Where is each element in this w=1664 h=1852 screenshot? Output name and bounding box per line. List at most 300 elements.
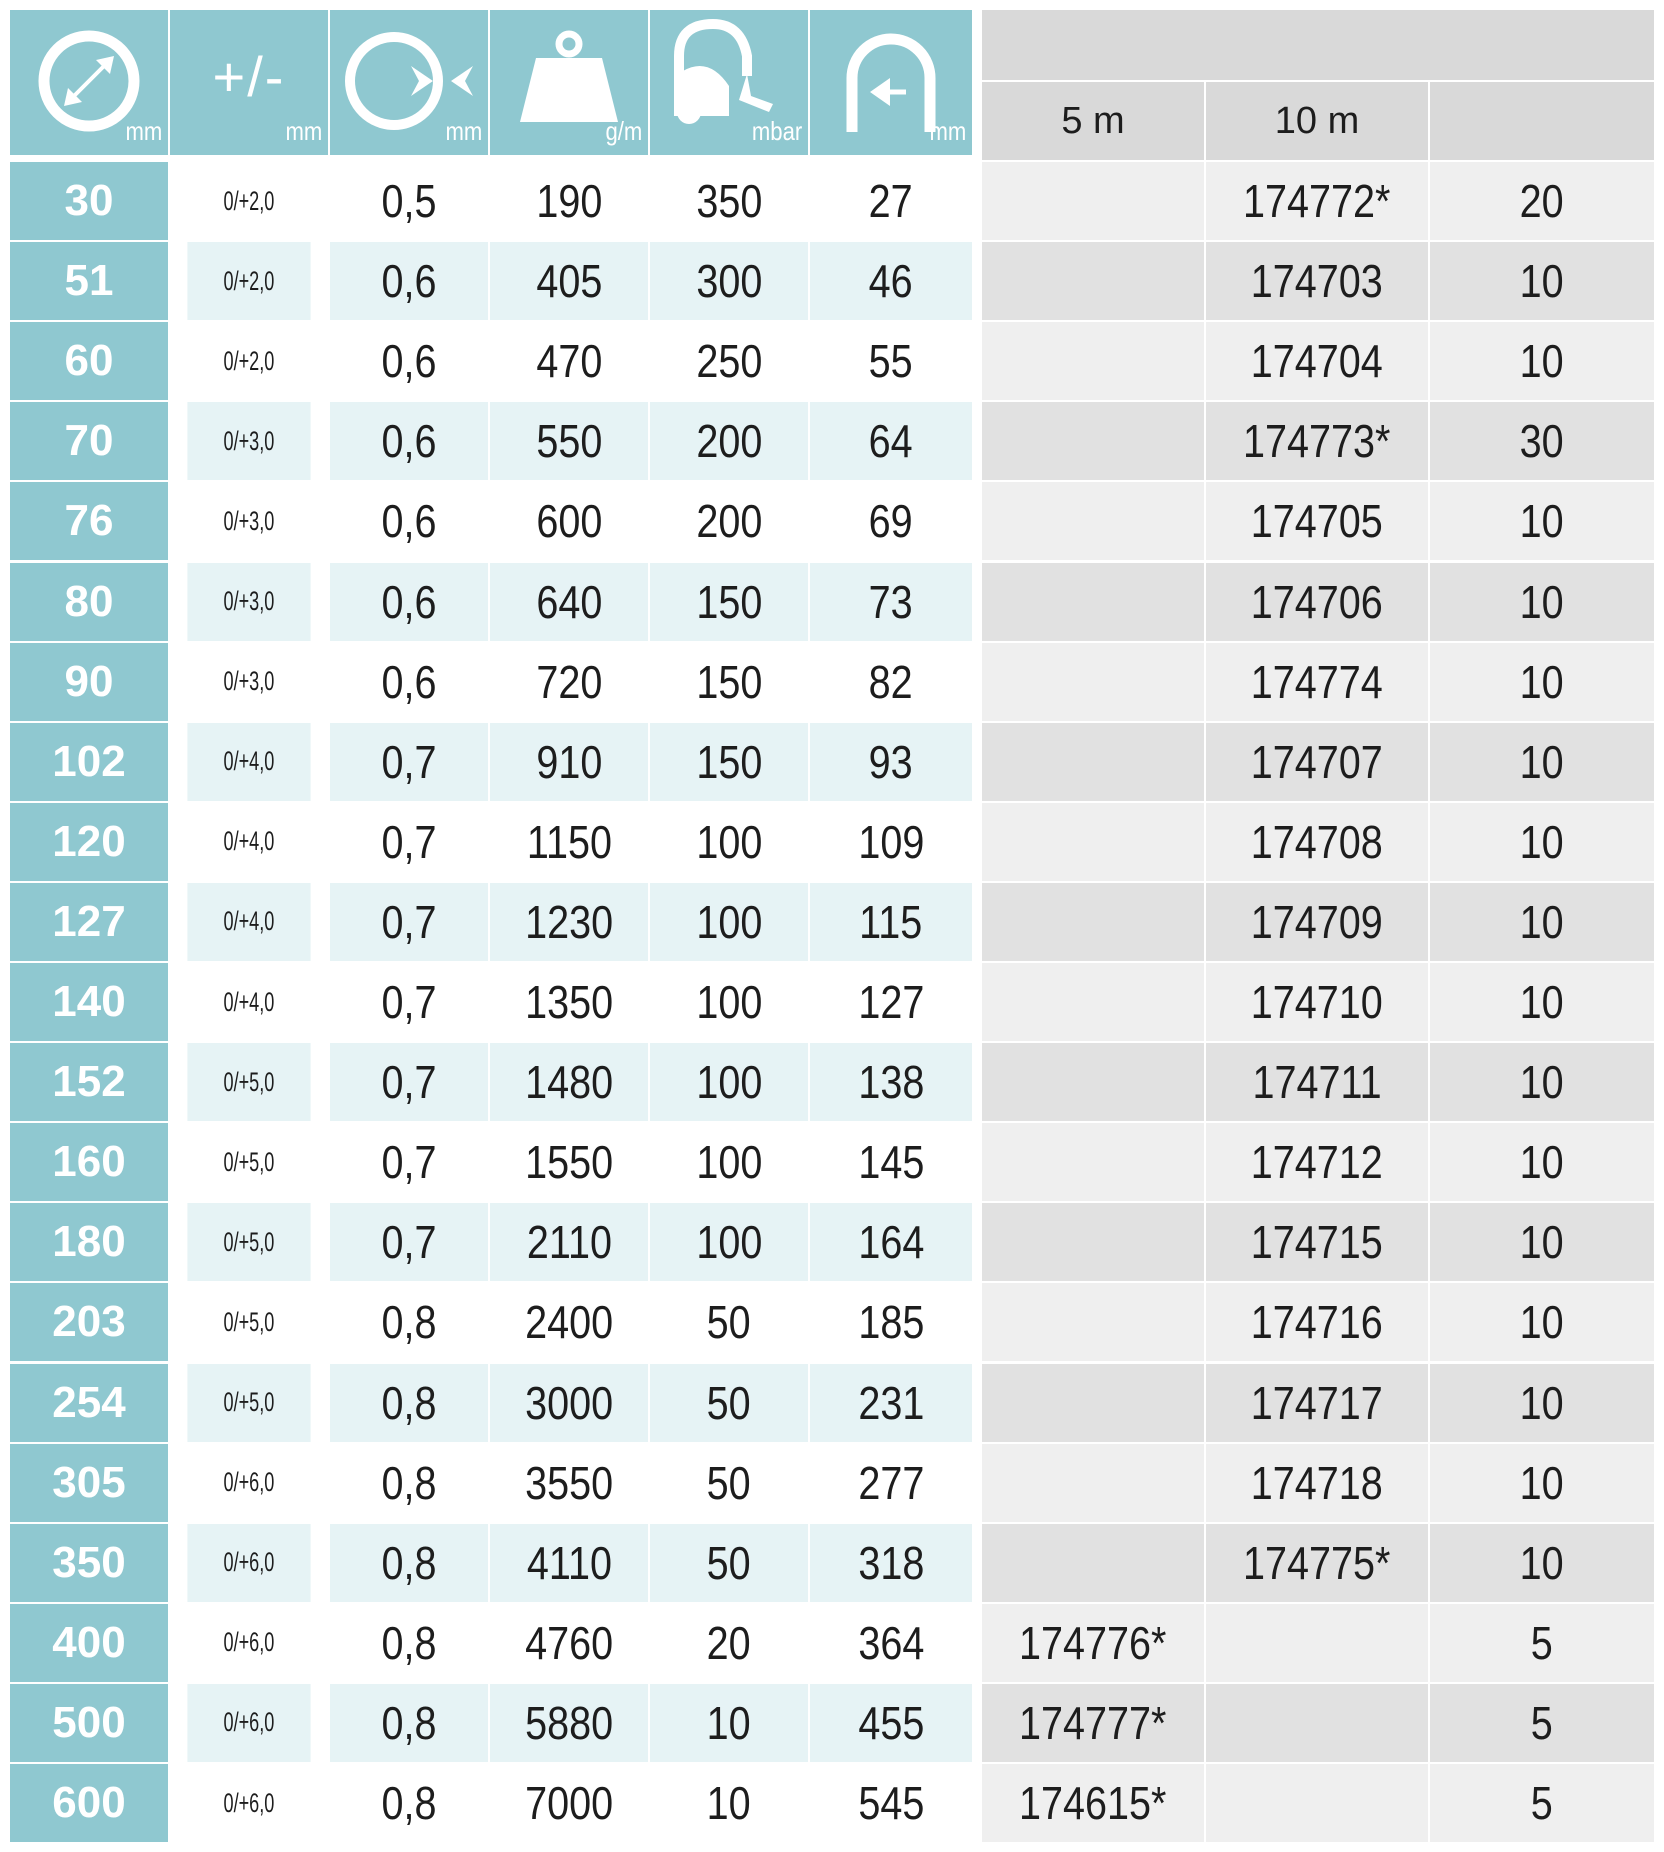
wall-thickness-cell-value: 0,8 (381, 1456, 437, 1509)
vacuum-cell (650, 1043, 808, 1121)
diameter-cell (10, 1684, 168, 1762)
quantity-cell-value: 10 (1519, 735, 1564, 788)
weight-cell (490, 162, 648, 240)
quantity-cell-value: 10 (1519, 1296, 1564, 1349)
diameter-cell (10, 162, 168, 240)
header-wall-thickness (330, 10, 488, 155)
bend-radius-cell (810, 482, 972, 560)
quantity-cell-value: 30 (1519, 415, 1564, 468)
weight-cell (490, 643, 648, 721)
quantity-cell-value: 10 (1519, 1056, 1564, 1109)
unit-label: g/m (605, 116, 642, 146)
bend-radius-cell (810, 883, 972, 961)
wall-thickness-cell (330, 1203, 488, 1281)
quantity-cell (1430, 242, 1654, 320)
vacuum-cell-value: 50 (706, 1536, 751, 1589)
bend-radius-cell (810, 1604, 972, 1682)
tolerance-cell-value: 0/+2,0 (223, 345, 275, 376)
weight-cell (490, 803, 648, 881)
diameter-cell-value: 254 (52, 1377, 126, 1427)
diameter-cell (10, 803, 168, 881)
article-5m-cell (982, 1524, 1204, 1602)
wall-thickness-cell (330, 322, 488, 400)
tolerance-cell (187, 1604, 310, 1682)
article-10m-cell-value: 174710 (1250, 976, 1384, 1028)
vacuum-icon (669, 16, 789, 126)
wall-thickness-cell (330, 643, 488, 721)
vacuum-cell (650, 1524, 808, 1602)
tolerance-cell (187, 1364, 310, 1442)
bend-radius-cell (810, 1764, 972, 1842)
tolerance-cell (187, 563, 310, 641)
header-weight (490, 10, 648, 155)
quantity-cell (1430, 1364, 1654, 1442)
bend-radius-cell (810, 643, 972, 721)
wall-thickness-cell-value: 0,6 (381, 335, 437, 388)
quantity-cell-value: 10 (1519, 1136, 1564, 1189)
wall-thickness-cell (330, 402, 488, 480)
wall-thickness-cell-value: 0,7 (381, 1136, 437, 1189)
diameter-cell (10, 1123, 168, 1201)
bend-radius-cell-value: 318 (857, 1536, 925, 1589)
article-10m-cell (1206, 162, 1428, 240)
quantity-cell (1430, 803, 1654, 881)
vacuum-cell (650, 1604, 808, 1682)
article-5m-cell (982, 402, 1204, 480)
tolerance-cell-value: 0/+3,0 (223, 586, 275, 616)
article-5m-cell-value: 174776* (1019, 1616, 1167, 1669)
wall-thickness-cell-value: 0,8 (381, 1777, 437, 1829)
weight-cell-value: 640 (535, 575, 603, 628)
diameter-cell (10, 1364, 168, 1442)
vacuum-cell-value: 100 (695, 1136, 763, 1189)
bend-radius-cell-value: 55 (868, 335, 913, 388)
wall-thickness-cell-value: 0,6 (381, 415, 437, 468)
quantity-cell (1430, 563, 1654, 641)
tolerance-symbol: +/- (212, 45, 286, 108)
weight-cell (490, 1364, 648, 1442)
article-10m-cell-value: 174708 (1250, 815, 1384, 868)
diameter-cell (10, 563, 168, 641)
tolerance-cell-value: 0/+2,0 (223, 265, 275, 296)
article-10m-cell-value: 174706 (1250, 575, 1384, 628)
vacuum-cell-value: 50 (706, 1376, 751, 1429)
weight-cell (490, 1524, 648, 1602)
quantity-cell (1430, 1764, 1654, 1842)
bend-radius-cell-value: 93 (868, 735, 913, 788)
header-diameter (10, 10, 168, 155)
header-bend-radius (810, 10, 972, 155)
bend-radius-cell (810, 1283, 972, 1361)
diameter-cell-value: 152 (52, 1057, 126, 1107)
article-5m-cell (982, 162, 1204, 240)
vacuum-cell (650, 1764, 808, 1842)
article-5m-cell (982, 803, 1204, 881)
weight-cell (490, 482, 648, 560)
tolerance-cell (187, 1764, 310, 1842)
weight-cell (490, 1764, 648, 1842)
header-5m (982, 82, 1204, 160)
diameter-cell-value: 30 (64, 176, 114, 225)
wall-thickness-cell (330, 1684, 488, 1762)
article-10m-cell (1206, 1043, 1428, 1121)
bend-radius-cell-value: 109 (857, 815, 925, 868)
tolerance-cell-value: 0/+6,0 (223, 1547, 275, 1578)
unit-label: mm (285, 116, 322, 146)
article-5m-cell (982, 1764, 1204, 1842)
bend-radius-cell (810, 1444, 972, 1522)
tolerance-cell (187, 482, 310, 560)
wall-thickness-cell-value: 0,7 (381, 815, 437, 868)
weight-cell-value: 3550 (524, 1456, 614, 1509)
article-10m-cell (1206, 643, 1428, 721)
vacuum-cell-value: 100 (695, 976, 763, 1028)
wall-thickness-cell-value: 0,7 (381, 895, 437, 948)
bend-radius-cell (810, 402, 972, 480)
wall-thickness-cell-value: 0,7 (381, 1056, 437, 1109)
article-10m-cell (1206, 563, 1428, 641)
article-10m-cell (1206, 242, 1428, 320)
quantity-cell (1430, 1203, 1654, 1281)
weight-cell-value: 405 (535, 255, 603, 308)
bend-radius-cell-value: 82 (868, 655, 913, 708)
diameter-cell-value: 70 (64, 416, 114, 466)
diameter-cell (10, 242, 168, 320)
quantity-cell (1430, 1043, 1654, 1121)
wall-thickness-cell-value: 0,8 (381, 1376, 437, 1429)
bend-radius-cell (810, 563, 972, 641)
article-5m-cell (982, 1364, 1204, 1442)
quantity-cell (1430, 643, 1654, 721)
wall-thickness-cell (330, 883, 488, 961)
article-10m-cell-value: 174712 (1250, 1136, 1384, 1189)
quantity-cell-value: 5 (1530, 1777, 1554, 1829)
weight-cell (490, 1043, 648, 1121)
vacuum-cell (650, 242, 808, 320)
article-10m-cell-value: 174772* (1243, 175, 1391, 227)
bend-radius-cell (810, 963, 972, 1041)
bend-radius-cell-value: 455 (857, 1696, 925, 1749)
wall-thickness-cell-value: 0,6 (381, 495, 437, 548)
weight-cell-value: 5880 (524, 1696, 614, 1749)
header-10m-label: 10 m (1274, 99, 1360, 142)
bend-radius-cell (810, 242, 972, 320)
wall-thickness-cell-value: 0,7 (381, 735, 437, 788)
bend-radius-cell-value: 64 (868, 415, 913, 468)
weight-cell (490, 563, 648, 641)
diameter-cell-value: 102 (52, 736, 126, 786)
tolerance-cell-value: 0/+4,0 (223, 826, 275, 857)
quantity-cell (1430, 1524, 1654, 1602)
quantity-cell-value: 10 (1519, 1376, 1564, 1429)
wall-thickness-cell-value: 0,8 (381, 1296, 437, 1349)
diameter-cell (10, 1764, 168, 1842)
wall-thickness-cell (330, 563, 488, 641)
wall-thickness-cell (330, 1604, 488, 1682)
diameter-cell-value: 76 (64, 496, 114, 546)
article-10m-cell (1206, 803, 1428, 881)
vacuum-cell (650, 1444, 808, 1522)
weight-cell (490, 242, 648, 320)
article-5m-cell (982, 963, 1204, 1041)
weight-cell (490, 883, 648, 961)
quantity-cell-value: 10 (1519, 1456, 1564, 1509)
article-10m-cell-value: 174718 (1250, 1456, 1384, 1509)
unit-label: mbar (751, 116, 802, 146)
weight-cell-value: 1150 (526, 815, 612, 868)
weight-cell-value: 550 (535, 415, 603, 468)
article-5m-cell (982, 1604, 1204, 1682)
vacuum-cell (650, 1203, 808, 1281)
vacuum-cell (650, 1283, 808, 1361)
article-10m-cell (1206, 1283, 1428, 1361)
bend-radius-cell (810, 1524, 972, 1602)
bend-radius-cell-value: 69 (868, 495, 913, 548)
tolerance-cell-value: 0/+6,0 (223, 1627, 275, 1658)
diameter-cell (10, 1043, 168, 1121)
quantity-cell-value: 10 (1519, 976, 1564, 1028)
quantity-cell (1430, 963, 1654, 1041)
weight-cell-value: 3000 (524, 1376, 614, 1429)
tolerance-cell-value: 0/+5,0 (223, 1226, 275, 1257)
bend-radius-cell-value: 145 (857, 1136, 925, 1189)
vacuum-cell-value: 50 (706, 1296, 751, 1349)
vacuum-cell-value: 150 (695, 735, 763, 788)
vacuum-cell-value: 50 (706, 1456, 751, 1509)
quantity-cell (1430, 1283, 1654, 1361)
tolerance-cell (187, 1043, 310, 1121)
wall-thickness-cell-value: 0,7 (381, 1216, 437, 1269)
header-length-group (982, 10, 1654, 80)
tolerance-cell (187, 1283, 310, 1361)
quantity-cell-value: 10 (1519, 1536, 1564, 1589)
tolerance-cell-value: 0/+2,0 (223, 185, 275, 216)
header-5m-label: 5 m (1061, 99, 1125, 142)
tolerance-cell-value: 0/+6,0 (223, 1707, 275, 1738)
article-10m-cell (1206, 883, 1428, 961)
article-5m-cell (982, 1203, 1204, 1281)
weight-cell-value: 1550 (524, 1136, 614, 1189)
article-10m-cell (1206, 1524, 1428, 1602)
diameter-cell (10, 1444, 168, 1522)
article-10m-cell-value: 174715 (1250, 1216, 1384, 1269)
bend-radius-cell-value: 73 (868, 575, 913, 628)
article-5m-cell (982, 482, 1204, 560)
diameter-cell-value: 90 (64, 656, 114, 706)
article-10m-cell-value: 174705 (1250, 495, 1384, 548)
tolerance-cell-value: 0/+4,0 (223, 986, 275, 1017)
tolerance-cell (187, 1123, 310, 1201)
wall-thickness-cell (330, 1043, 488, 1121)
wall-thickness-cell (330, 242, 488, 320)
article-10m-cell-value: 174775* (1243, 1536, 1391, 1589)
diameter-cell (10, 322, 168, 400)
article-10m-cell (1206, 1684, 1428, 1762)
unit-label: mm (125, 116, 162, 146)
unit-label: mm (929, 116, 966, 146)
quantity-cell (1430, 322, 1654, 400)
quantity-cell-value: 10 (1519, 255, 1564, 308)
vacuum-cell-value: 150 (695, 575, 763, 628)
quantity-cell (1430, 1123, 1654, 1201)
quantity-cell (1430, 1604, 1654, 1682)
quantity-cell-value: 10 (1519, 895, 1564, 948)
weight-icon (514, 28, 624, 128)
quantity-cell-value: 10 (1519, 575, 1564, 628)
tolerance-cell (187, 242, 310, 320)
bend-radius-cell-value: 46 (868, 255, 913, 308)
tolerance-cell (187, 1524, 310, 1602)
diameter-cell (10, 723, 168, 801)
article-10m-cell-value: 174709 (1250, 895, 1384, 948)
weight-cell-value: 2110 (526, 1216, 612, 1269)
wall-thickness-cell-value: 0,5 (381, 175, 437, 227)
weight-cell (490, 1283, 648, 1361)
wall-thickness-cell-value: 0,8 (381, 1616, 437, 1669)
vacuum-cell-value: 200 (695, 415, 763, 468)
diameter-cell (10, 883, 168, 961)
weight-cell-value: 1350 (524, 976, 614, 1028)
bend-radius-cell-value: 164 (857, 1216, 925, 1269)
quantity-cell-value: 10 (1519, 1216, 1564, 1269)
article-10m-cell (1206, 322, 1428, 400)
vacuum-cell (650, 482, 808, 560)
diameter-cell-value: 180 (52, 1217, 126, 1267)
weight-cell-value: 470 (535, 335, 603, 388)
quantity-cell-value: 10 (1519, 495, 1564, 548)
quantity-cell (1430, 1684, 1654, 1762)
article-10m-cell-value: 174711 (1252, 1056, 1382, 1109)
article-5m-cell (982, 242, 1204, 320)
weight-cell-value: 4110 (526, 1536, 612, 1589)
vacuum-cell (650, 1684, 808, 1762)
article-10m-cell-value: 174704 (1250, 335, 1384, 388)
article-10m-cell-value: 174707 (1250, 735, 1384, 788)
weight-cell-value: 600 (535, 495, 603, 548)
weight-cell-value: 910 (535, 735, 603, 788)
article-10m-cell-value: 174773* (1243, 415, 1391, 468)
vacuum-cell-value: 100 (695, 1056, 763, 1109)
bend-radius-cell (810, 1043, 972, 1121)
bend-radius-cell-value: 185 (857, 1296, 925, 1349)
quantity-cell (1430, 402, 1654, 480)
weight-cell (490, 1684, 648, 1762)
wall-thickness-cell-value: 0,7 (381, 976, 437, 1028)
vacuum-cell-value: 10 (706, 1777, 751, 1829)
tolerance-cell-value: 0/+5,0 (223, 1387, 275, 1417)
article-10m-cell (1206, 1764, 1428, 1842)
tolerance-cell-value: 0/+4,0 (223, 906, 275, 937)
header-vacuum (650, 10, 808, 155)
vacuum-cell (650, 963, 808, 1041)
diameter-cell (10, 482, 168, 560)
diameter-cell-value: 51 (64, 256, 114, 306)
bend-radius-cell-value: 138 (857, 1056, 925, 1109)
article-5m-cell (982, 563, 1204, 641)
tolerance-cell-value: 0/+4,0 (223, 746, 275, 777)
tolerance-cell (187, 322, 310, 400)
bend-radius-cell-value: 127 (857, 976, 925, 1028)
diameter-cell-value: 203 (52, 1297, 126, 1347)
quantity-cell (1430, 723, 1654, 801)
bend-radius-cell (810, 1684, 972, 1762)
vacuum-cell-value: 300 (695, 255, 763, 308)
quantity-cell-value: 10 (1519, 815, 1564, 868)
weight-cell (490, 322, 648, 400)
quantity-cell-value: 20 (1519, 175, 1564, 227)
vacuum-cell-value: 10 (706, 1696, 751, 1749)
article-5m-cell (982, 1684, 1204, 1762)
diameter-cell-value: 120 (52, 816, 126, 866)
vacuum-cell-value: 250 (695, 335, 763, 388)
tolerance-cell (187, 402, 310, 480)
article-10m-cell-value: 174703 (1250, 255, 1384, 308)
article-5m-cell-value: 174777* (1019, 1696, 1167, 1749)
bend-radius-cell-value: 115 (859, 895, 923, 948)
diameter-cell (10, 1524, 168, 1602)
bend-radius-cell-value: 231 (857, 1376, 925, 1429)
wall-thickness-cell (330, 1283, 488, 1361)
vacuum-cell-value: 350 (695, 175, 763, 227)
article-10m-cell-value: 174717 (1250, 1376, 1384, 1429)
vacuum-cell (650, 723, 808, 801)
tolerance-cell-value: 0/+5,0 (223, 1306, 275, 1337)
weight-cell-value: 1230 (524, 895, 614, 948)
vacuum-cell (650, 1123, 808, 1201)
wall-thickness-cell (330, 963, 488, 1041)
vacuum-cell-value: 200 (695, 495, 763, 548)
bend-radius-cell-value: 545 (857, 1777, 925, 1829)
vacuum-cell-value: 100 (695, 895, 763, 948)
wall-thickness-cell (330, 1764, 488, 1842)
header-qty (1430, 82, 1654, 160)
diameter-cell-value: 305 (52, 1457, 126, 1507)
weight-cell (490, 963, 648, 1041)
bend-radius-cell (810, 1364, 972, 1442)
article-5m-cell (982, 883, 1204, 961)
wall-thickness-cell (330, 1123, 488, 1201)
tolerance-cell-value: 0/+6,0 (223, 1467, 275, 1498)
quantity-cell-value: 10 (1519, 335, 1564, 388)
tolerance-cell (187, 723, 310, 801)
vacuum-cell-value: 100 (695, 1216, 763, 1269)
bend-radius-cell-value: 277 (857, 1456, 925, 1509)
diameter-cell-value: 500 (52, 1697, 126, 1747)
bend-radius-cell (810, 1123, 972, 1201)
weight-cell-value: 2400 (524, 1296, 614, 1349)
tolerance-cell (187, 1203, 310, 1281)
article-5m-cell (982, 1444, 1204, 1522)
article-10m-cell (1206, 723, 1428, 801)
weight-cell (490, 1444, 648, 1522)
diameter-cell (10, 402, 168, 480)
vacuum-cell (650, 322, 808, 400)
quantity-cell (1430, 162, 1654, 240)
tolerance-cell (187, 162, 310, 240)
weight-cell (490, 1203, 648, 1281)
article-10m-cell (1206, 1203, 1428, 1281)
weight-cell (490, 723, 648, 801)
vacuum-cell (650, 643, 808, 721)
tolerance-cell (187, 883, 310, 961)
article-5m-cell (982, 1043, 1204, 1121)
bend-radius-cell-value: 27 (868, 175, 913, 227)
diameter-cell (10, 963, 168, 1041)
diameter-cell-value: 127 (52, 896, 126, 946)
article-10m-cell (1206, 402, 1428, 480)
wall-thickness-cell (330, 803, 488, 881)
vacuum-cell (650, 563, 808, 641)
